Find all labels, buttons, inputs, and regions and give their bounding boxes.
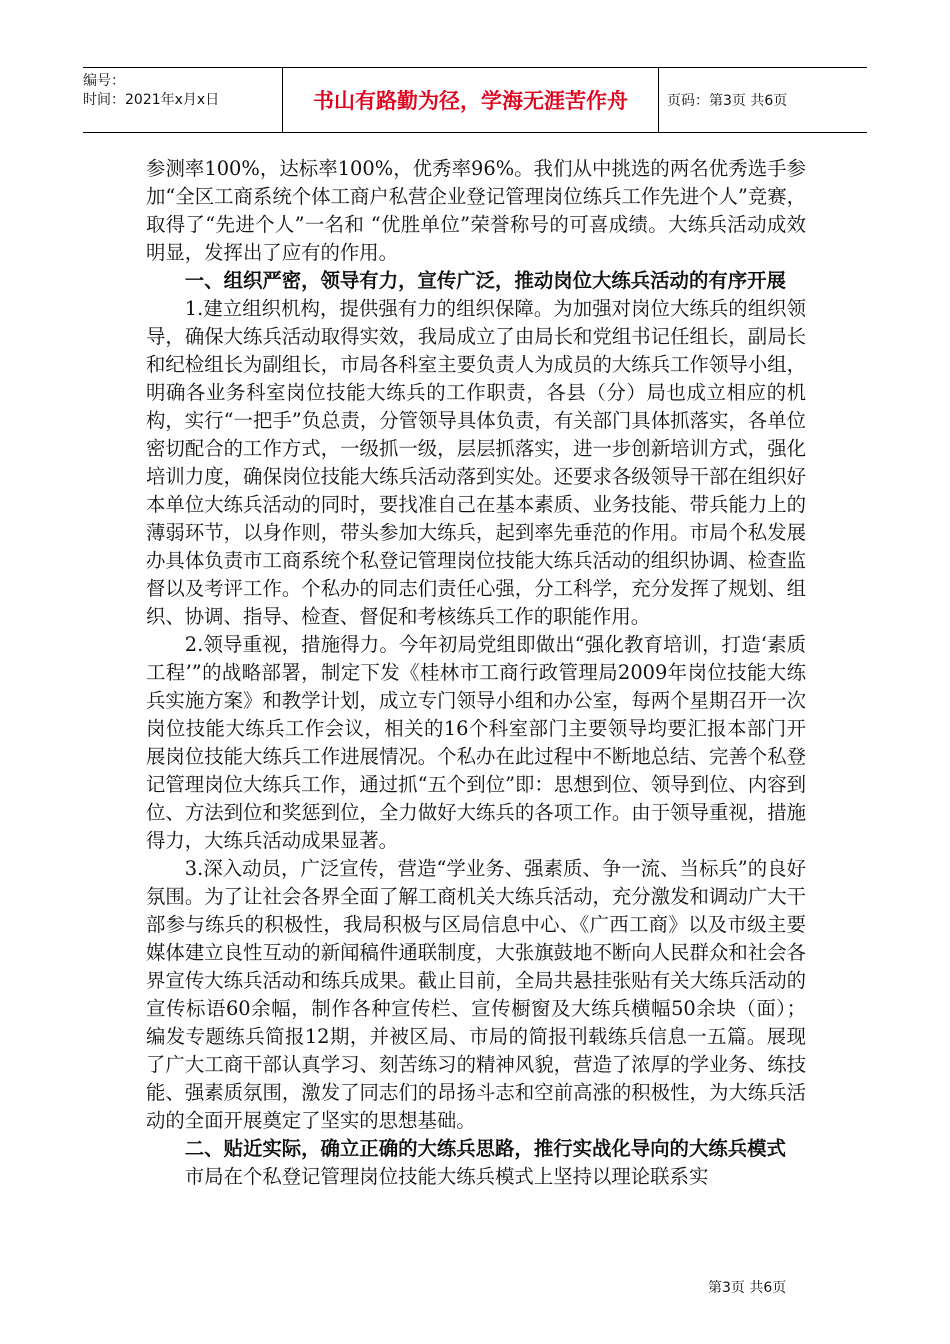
section-heading: 一、组织严密，领导有力，宣传广泛，推动岗位大练兵活动的有序开展 — [184, 269, 786, 292]
body-paragraph: 3.深入动员，广泛宣传，营造“学业务、强素质、争一流、当标兵”的良好氛围。为了让社会各界全面了解工商机关大练兵活动，充分激发和调动广大干部参与练兵的积极性，我局积极与区局信息中心、《广西工商》以及市级主要媒体建立良性互动的新闻稿件通联制度，大张旗鼓地不断向人民群众和社会各界宣传大练兵活动和练兵成果。截止目前，全局共悬挂张贴有关大练兵活动的宣传标语60余幅，制作各种宣传栏、宣传橱窗及大练兵横幅50余块（面）；编发专题练兵简报12期，并被区局、市局的简报刊载练兵信息一五篇。展现了广大工商干部认真学习、刻苦练习的精神风貌，营造了浓厚的学业务、练技能、强素质氛围，激发了同志们的昂扬斗志和空前高涨的积极性，为大练兵活动的全面开展奠定了坚实的思想基础。 — [146, 857, 806, 1132]
document-body — [146, 155, 806, 1191]
header-meta — [83, 68, 282, 132]
body-paragraph: 1.建立组织机构，提供强有力的组织保障。为加强对岗位大练兵的组织领导，确保大练兵活动取得实效，我局成立了由局长和党组书记任组长，副局长和纪检组长为副组长，市局各科室主要负责人为成员的大练兵工作领导小组，明确各业务科室岗位技能大练兵的工作职责，各县（分）局也成立相应的机构，实行“一把手”负总责，分管领导具体负责，有关部门具体抓落实，各单位密切配合的工作方式，一级抓一级，层层抓落实，进一步创新培训方式，强化培训力度，确保岗位技能大练兵活动落到实处。还要求各级领导干部在组织好本单位大练兵活动的同时，要找准自己在基本素质、业务技能、带兵能力上的薄弱环节，以身作则，带头参加大练兵，起到率先垂范的作用。市局个私发展办具体负责市工商系统个私登记管理岗位技能大练兵活动的组织协调、检查监督以及考评工作。个私办的同志们责任心强，分工科学，充分发挥了规划、组织、协调、指导、检查、督促和考核练兵工作的职能作用。 — [146, 297, 806, 628]
body-paragraph: 2.领导重视，措施得力。今年初局党组即做出“强化教育培训，打造‘素质工程’”的战略部署，制定下发《桂林市工商行政管理局2009年岗位技能大练兵实施方案》和教学计划，成立专门领导小组和办公室，每两个星期召开一次岗位技能大练兵工作会议，相关的16个科室部门主要领导均要汇报本部门开展岗位技能大练兵工作进展情况。个私办在此过程中不断地总结、完善个私登记管理岗位大练兵工作，通过抓“五个到位”即：思想到位、领导到位、内容到位、方法到位和奖惩到位，全力做好大练兵的各项工作。由于领导重视，措施得力，大练兵活动成果显著。 — [146, 633, 806, 852]
body-paragraph: 参测率100%，达标率100%，优秀率96%。我们从中挑选的两名优秀选手参加“全区工商系统个体工商户私营企业登记管理岗位练兵工作先进个人”竞赛，取得了“先进个人”一名和 “优胜单位”荣誉称号的可喜成绩。大练兵活动成效明显，发挥出了应有的作用。 — [146, 157, 806, 264]
body-paragraph: 市局在个私登记管理岗位技能大练兵模式上坚持以理论联系实 — [184, 1165, 709, 1188]
page-header — [83, 67, 867, 133]
document-number-label: 编号： — [83, 73, 125, 89]
document-date-label: 时间：2021年x月x日 — [83, 92, 220, 108]
header-motto: 书山有路勤为径，学海无涯苦作舟 — [282, 68, 659, 132]
page-footer: 第3页 共6页 — [708, 1280, 787, 1296]
header-page-number: 页码：第3页 共6页 — [667, 93, 788, 109]
section-heading: 二、贴近实际，确立正确的大练兵思路，推行实战化导向的大练兵模式 — [184, 1137, 786, 1160]
